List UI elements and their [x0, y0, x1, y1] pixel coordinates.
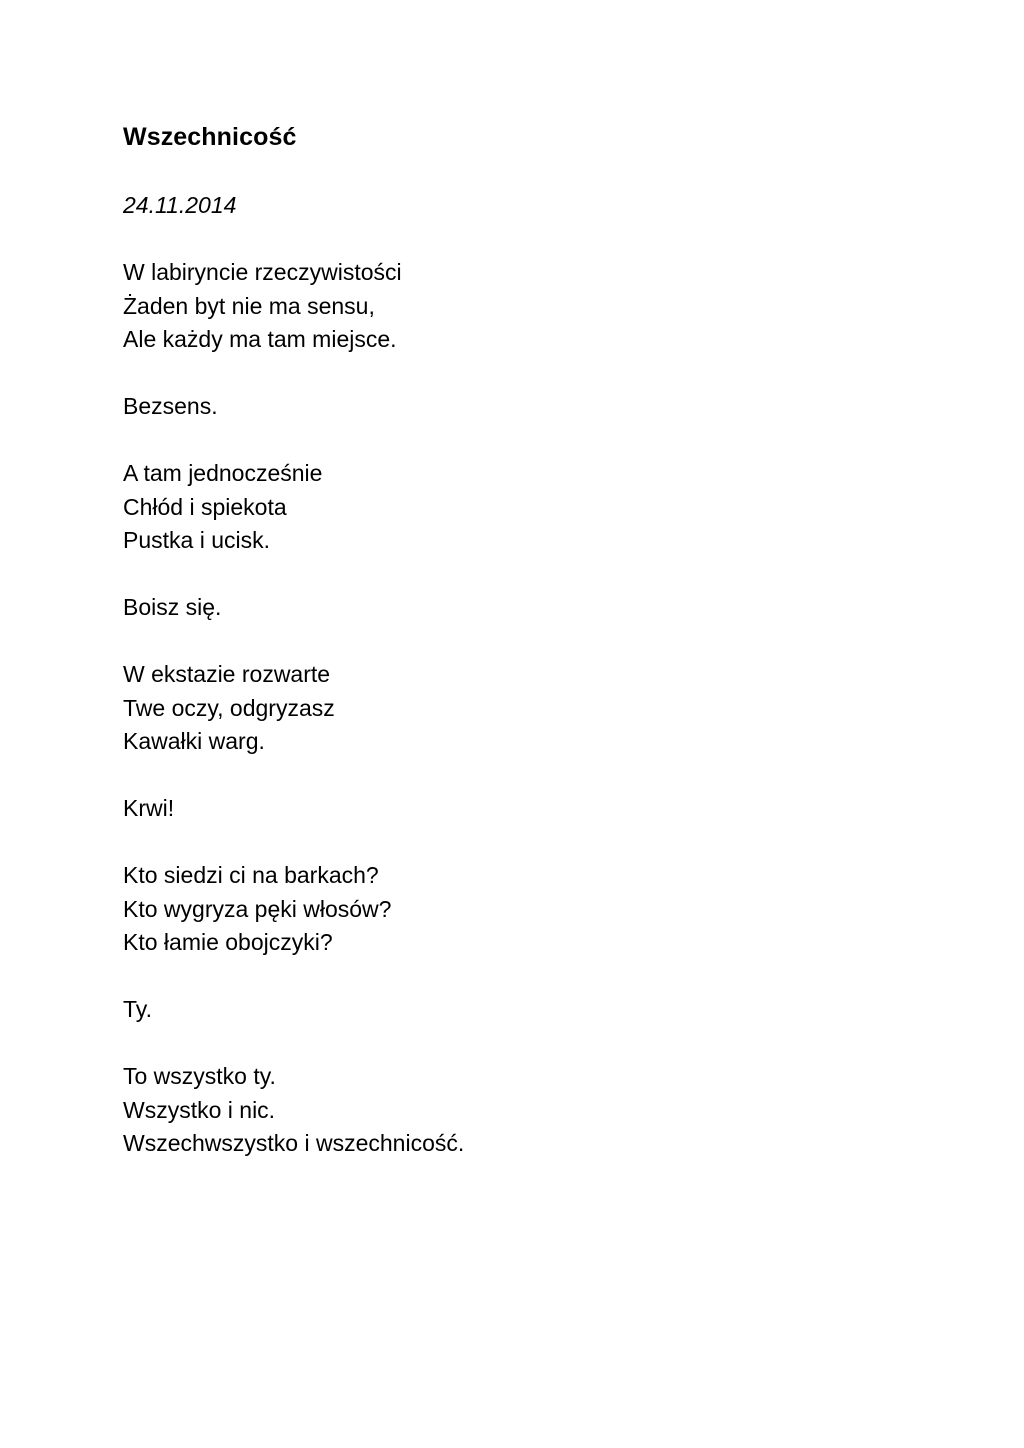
poem-body	[123, 256, 923, 1161]
poem-line: Krwi!	[123, 795, 175, 821]
poem-line: Ale każdy ma tam miejsce.	[123, 326, 397, 352]
poem-line: Kto łamie obojczyki?	[123, 929, 333, 955]
poem-line: Kto siedzi ci na barkach?	[123, 862, 379, 888]
stanza	[123, 859, 923, 960]
poem-line: Żaden byt nie ma sensu,	[123, 292, 375, 319]
poem	[123, 120, 923, 1194]
stanza	[123, 591, 923, 625]
poem-date: 24.11.2014	[123, 192, 237, 218]
poem-line: W ekstazie rozwarte	[123, 661, 331, 687]
stanza	[123, 390, 923, 424]
poem-line: Kawałki warg.	[123, 728, 265, 754]
poem-line: A tam jednocześnie	[123, 460, 323, 486]
poem-line: Bezsens.	[123, 393, 218, 419]
poem-line: Boisz się.	[123, 594, 222, 620]
poem-line: Chłód i spiekota	[123, 493, 287, 520]
stanza	[123, 792, 923, 826]
stanza	[123, 993, 923, 1027]
poem-title: Wszechnicość	[123, 123, 297, 151]
poem-line: W labiryncie rzeczywistości	[123, 259, 402, 285]
poem-line: Wszechwszystko i wszechnicość.	[123, 1130, 465, 1156]
poem-line: Wszystko i nic.	[123, 1096, 276, 1123]
poem-line: Kto wygryza pęki włosów?	[123, 895, 392, 922]
poem-line: Twe oczy, odgryzasz	[123, 694, 335, 721]
poem-line: Pustka i ucisk.	[123, 527, 270, 553]
poem-line: To wszystko ty.	[123, 1063, 276, 1089]
poem-line: Ty.	[123, 996, 152, 1022]
stanza	[123, 256, 923, 357]
stanza	[123, 457, 923, 558]
stanza	[123, 658, 923, 759]
stanza	[123, 1060, 923, 1161]
